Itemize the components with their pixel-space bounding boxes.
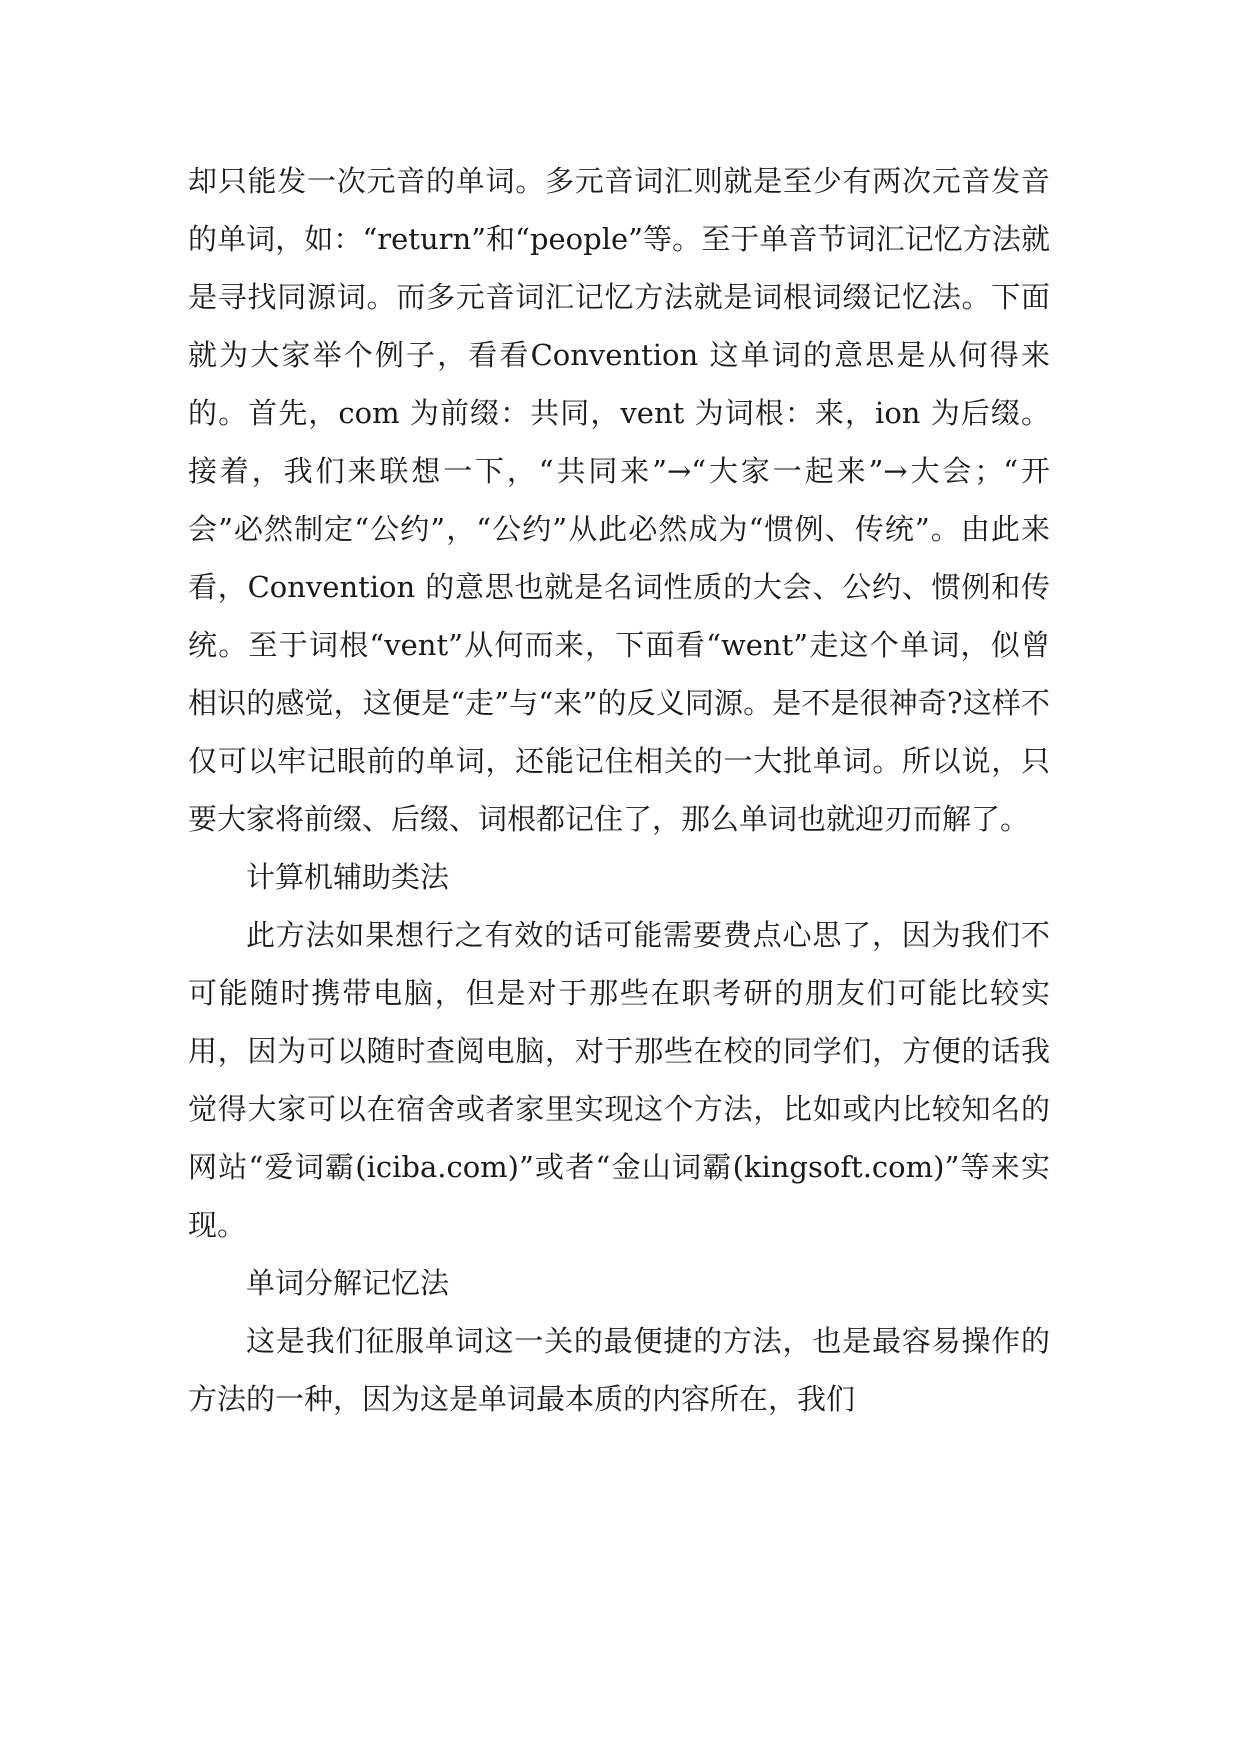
paragraph-word-root-method: 却只能发一次元音的单词。多元音词汇则就是至少有两次元音发音的单词，如：“return”和“people”等。至于单音节词汇记忆方法就是寻找同源词。而多元音词汇记忆方法就是词根词缀记忆法。下面就为大家举个例子，看看Convention 这单词的意思是从何得来的。首先，com 为前缀：共同，vent 为词根：来，ion 为后缀。接着，我们来联想一下，“共同来”→“大家一起来”→大会；“开会”必然制定“公约”，“公约”从此必然成为“惯例、传统”。由此来看，Convention 的意思也就是名词性质的大会、公约、惯例和传统。至于词根“vent”从何而来，下面看“went”走这个单词，似曾相识的感觉，这便是“走”与“来”的反义同源。是不是很神奇?这样不仅可以牢记眼前的单词，还能记住相关的一大批单词。所以说，只要大家将前缀、后缀、词根都记住了，那么单词也就迎刃而解了。 (188, 164, 1050, 836)
paragraph-computer-assisted-method: 此方法如果想行之有效的话可能需要费点心思了，因为我们不可能随时携带电脑，但是对于那些在职考研的朋友们可能比较实用，因为可以随时查阅电脑，对于那些在校的同学们，方便的话我觉得大家可以在宿舍或者家里实现这个方法，比如或内比较知名的网站“爱词霸(iciba.com)”或者“金山词霸(kingsoft.com)”等来实现。 (188, 918, 1050, 1242)
paragraph-word-decomposition-method: 这是我们征服单词这一关的最便捷的方法，也是最容易操作的方法的一种，因为这是单词最本质的内容所在，我们 (188, 1324, 1050, 1416)
heading-word-decomposition-method: 单词分解记忆法 (246, 1266, 450, 1300)
document-body (188, 152, 1050, 1428)
heading-computer-assisted-method: 计算机辅助类法 (246, 860, 450, 894)
